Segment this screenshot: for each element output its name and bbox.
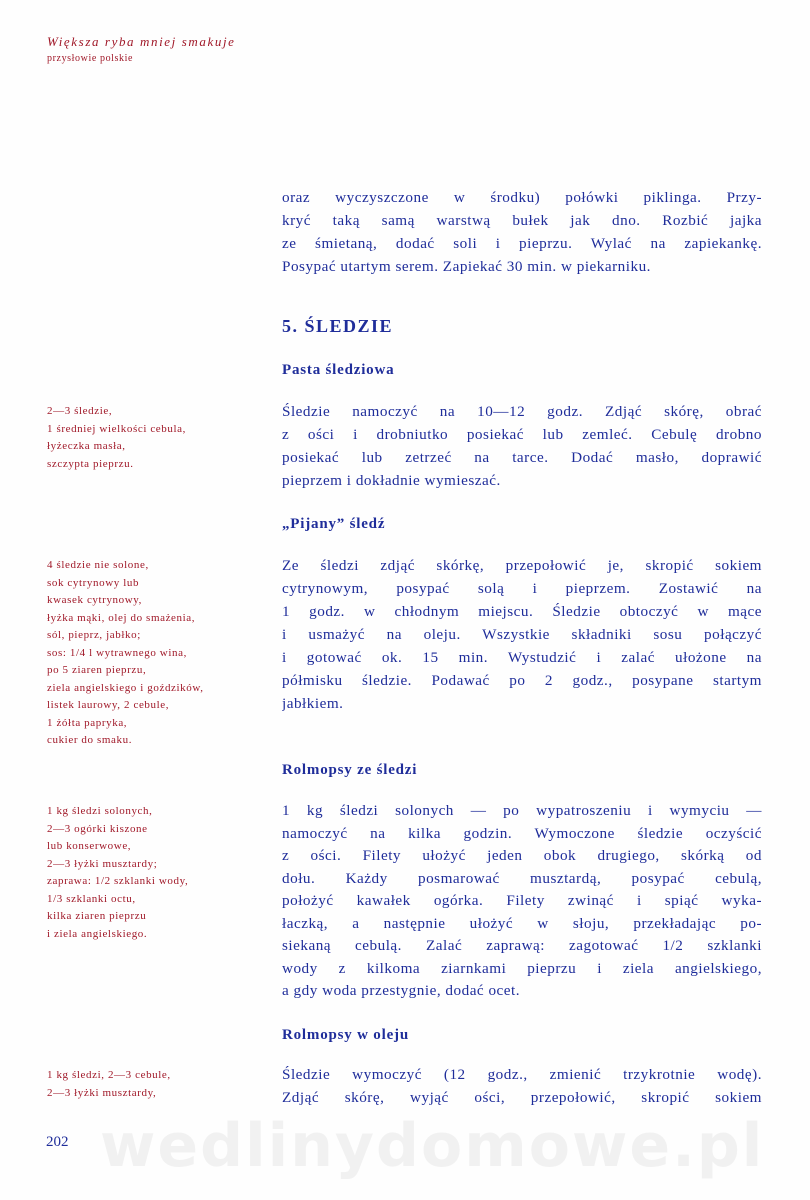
ingredient: sos: 1/4 l wytrawnego wina,	[47, 646, 187, 659]
text-line: dołu. Każdy posmarować musztardą, posypać cebulą,	[282, 869, 762, 887]
recipe-title: „Pijany” śledź	[282, 516, 386, 532]
text-line: Posypać utartym serem. Zapiekać 30 min. w piekarniku.	[282, 258, 651, 275]
text-line: położyć kawałek ogórka. Filety zwinąć i spiąć wyka-	[282, 892, 762, 909]
text-line: Ze śledzi zdjąć skórkę, przepołowić je, skropić sokiem	[282, 557, 762, 574]
recipe-title: Rolmopsy w oleju	[282, 1027, 409, 1043]
text-line: 1 kg śledzi solonych — po wypatroszeniu i wymyciu —	[282, 802, 762, 819]
ingredient: 4 śledzie nie solone,	[47, 559, 149, 571]
ingredient: cukier do smaku.	[47, 734, 133, 746]
ingredient: 2—3 śledzie,	[47, 405, 113, 417]
ingredient: 1 żółta papryka,	[47, 716, 128, 729]
text-line: ze śmietaną, dodać soli i pieprzu. Wylać na zapiekankę.	[282, 235, 762, 252]
recipe-instructions	[282, 400, 762, 492]
text-line: z ości i drobniutko posiekać lub zemleć. Cebulę drobno	[282, 426, 762, 443]
ingredient: i ziela angielskiego.	[47, 927, 148, 940]
page-number: 202	[46, 1134, 69, 1150]
text-line: Zdjąć skórę, wyjąć ości, przepołowić, skropić sokiem	[282, 1089, 762, 1106]
ingredients-list	[47, 557, 275, 750]
text-line: półmisku śledzie. Podawać po 2 godz., posypane startym	[282, 672, 762, 689]
text-line: wody z kilkoma ziarnkami pieprzu i ziela angielskiego,	[282, 959, 762, 977]
recipe-title: Rolmopsy ze śledzi	[282, 762, 418, 778]
text-line: cytrynowym, posypać solą i pieprzem. Zostawić na	[282, 580, 762, 597]
text-line: Śledzie namoczyć na 10—12 godz. Zdjąć skórę, obrać	[282, 403, 762, 420]
epigraph	[47, 34, 236, 64]
ingredient: lub konserwowe,	[47, 840, 132, 852]
text-line: łaczką, a następnie ułożyć w słoju, przekładając po-	[282, 914, 762, 932]
watermark: wedlinydomowe.pl	[100, 1111, 765, 1181]
ingredient: sól, pieprz, jabłko;	[47, 629, 141, 641]
text-line: pieprzem i dokładnie wymieszać.	[282, 472, 501, 489]
text-line: a gdy woda przestygnie, dodać ocet.	[282, 982, 521, 999]
text-line: i usmażyć na oleju. Wszystkie składniki sosu połączyć	[282, 626, 762, 643]
ingredient: ziela angielskiego i goździków,	[47, 681, 204, 694]
ingredients-list	[47, 403, 275, 473]
recipe-title: Pasta śledziowa	[282, 362, 395, 378]
ingredient: kilka ziaren pieprzu	[47, 910, 147, 922]
ingredient: łyżeczka masła,	[47, 440, 126, 452]
recipe-instructions	[282, 1063, 762, 1109]
ingredient: zaprawa: 1/2 szklanki wody,	[47, 875, 189, 887]
recipe-instructions	[282, 554, 762, 715]
ingredient: kwasek cytrynowy,	[47, 594, 143, 606]
ingredient: listek laurowy, 2 cebule,	[47, 699, 170, 711]
ingredient: szczypta pieprzu.	[47, 457, 134, 470]
ingredient: 1 kg śledzi, 2—3 cebule,	[47, 1069, 171, 1081]
ingredient: sok cytrynowy lub	[47, 576, 140, 589]
ingredients-list	[47, 803, 275, 943]
text-line: siekaną cebulą. Zalać zaprawą: zagotować 1/2 szklanki	[282, 937, 762, 954]
text-line: z ości. Filety ułożyć jeden obok drugiego, skórką od	[282, 847, 762, 864]
text-line: kryć taką samą warstwą bułek jak dno. Rozbić jajka	[282, 212, 762, 229]
text-line: oraz wyczyszczone w środku) połówki piklinga. Przy-	[282, 189, 762, 206]
ingredient: 1 kg śledzi solonych,	[47, 805, 153, 817]
text-line: posiekać lub zetrzeć na tarce. Dodać masło, doprawić	[282, 449, 762, 466]
text-line: namoczyć na kilka godzin. Wymoczone śledzie oczyścić	[282, 824, 762, 842]
ingredient: 2—3 ogórki kiszone	[47, 822, 148, 835]
ingredient: po 5 ziaren pieprzu,	[47, 664, 147, 676]
ingredient: łyżka mąki, olej do smażenia,	[47, 611, 196, 624]
text-line: i gotować ok. 15 min. Wystudzić i zalać ułożone na	[282, 649, 762, 666]
epigraph-text: Większa ryba mniej smakuje	[47, 34, 236, 49]
epigraph-source: przysłowie polskie	[47, 53, 134, 64]
ingredient: 2—3 łyżki musztardy,	[47, 1086, 157, 1099]
intro-paragraph	[282, 186, 762, 278]
ingredient: 1 średniej wielkości cebula,	[47, 422, 186, 435]
section-title: 5. ŚLEDZIE	[282, 316, 394, 336]
text-line: jabłkiem.	[282, 695, 344, 712]
text-line: 1 godz. w chłodnym miejscu. Śledzie obtoczyć w mące	[282, 603, 762, 620]
ingredients-list	[47, 1067, 275, 1102]
recipe-instructions	[282, 800, 762, 1003]
ingredient: 1/3 szklanki octu,	[47, 892, 136, 905]
ingredient: 2—3 łyżki musztardy;	[47, 857, 158, 870]
text-line: Śledzie wymoczyć (12 godz., zmienić trzykrotnie wodę).	[282, 1066, 762, 1083]
